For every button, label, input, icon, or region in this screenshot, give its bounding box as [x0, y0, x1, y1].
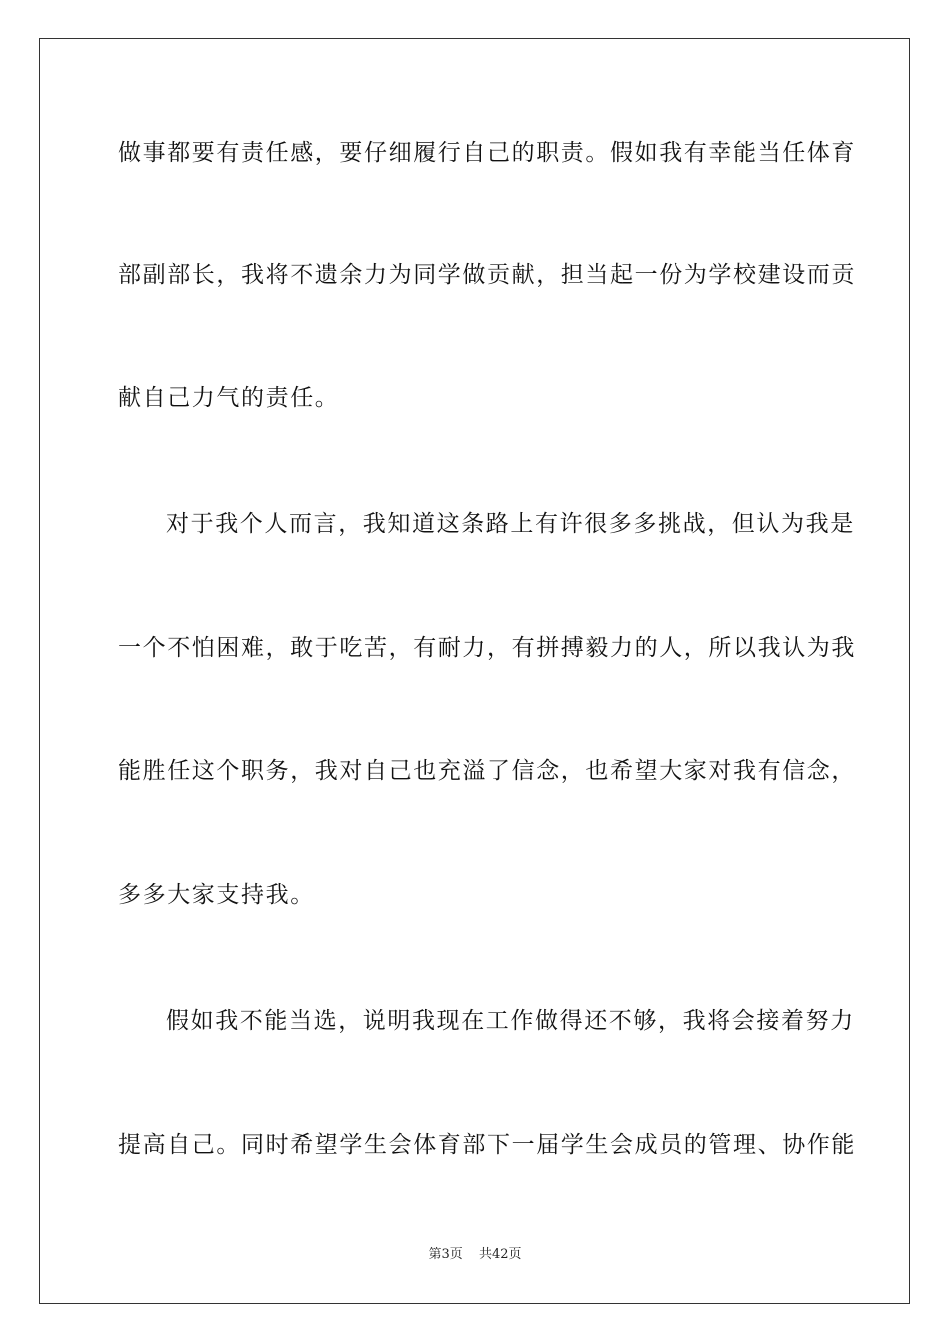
text-line-2: 部副部长，我将不遗余力为同学做贡献，担当起一份为学校建设而贡 — [118, 262, 856, 288]
text-line-6: 能胜任这个职务，我对自己也充溢了信念，也希望大家对我有信念， — [118, 758, 856, 784]
page-footer — [0, 1246, 950, 1264]
text-line-8: 假如我不能当选，说明我现在工作做得还不够，我将会接着努力 — [166, 1008, 855, 1034]
page-number: 第3页 — [428, 1247, 463, 1262]
page-total: 共42页 — [478, 1247, 522, 1262]
text-line-5: 一个不怕困难，敢于吃苦，有耐力，有拼搏毅力的人，所以我认为我 — [118, 635, 856, 661]
text-line-3: 献自己力气的责任。 — [118, 385, 340, 411]
text-line-4: 对于我个人而言，我知道这条路上有许很多多挑战，但认为我是 — [166, 511, 855, 537]
text-line-7: 多多大家支持我。 — [118, 882, 315, 908]
page-frame — [39, 38, 910, 1304]
text-line-1: 做事都要有责任感，要仔细履行自己的职责。假如我有幸能当任体育 — [118, 140, 856, 166]
text-line-9: 提高自己。同时希望学生会体育部下一届学生会成员的管理、协作能 — [118, 1132, 856, 1158]
